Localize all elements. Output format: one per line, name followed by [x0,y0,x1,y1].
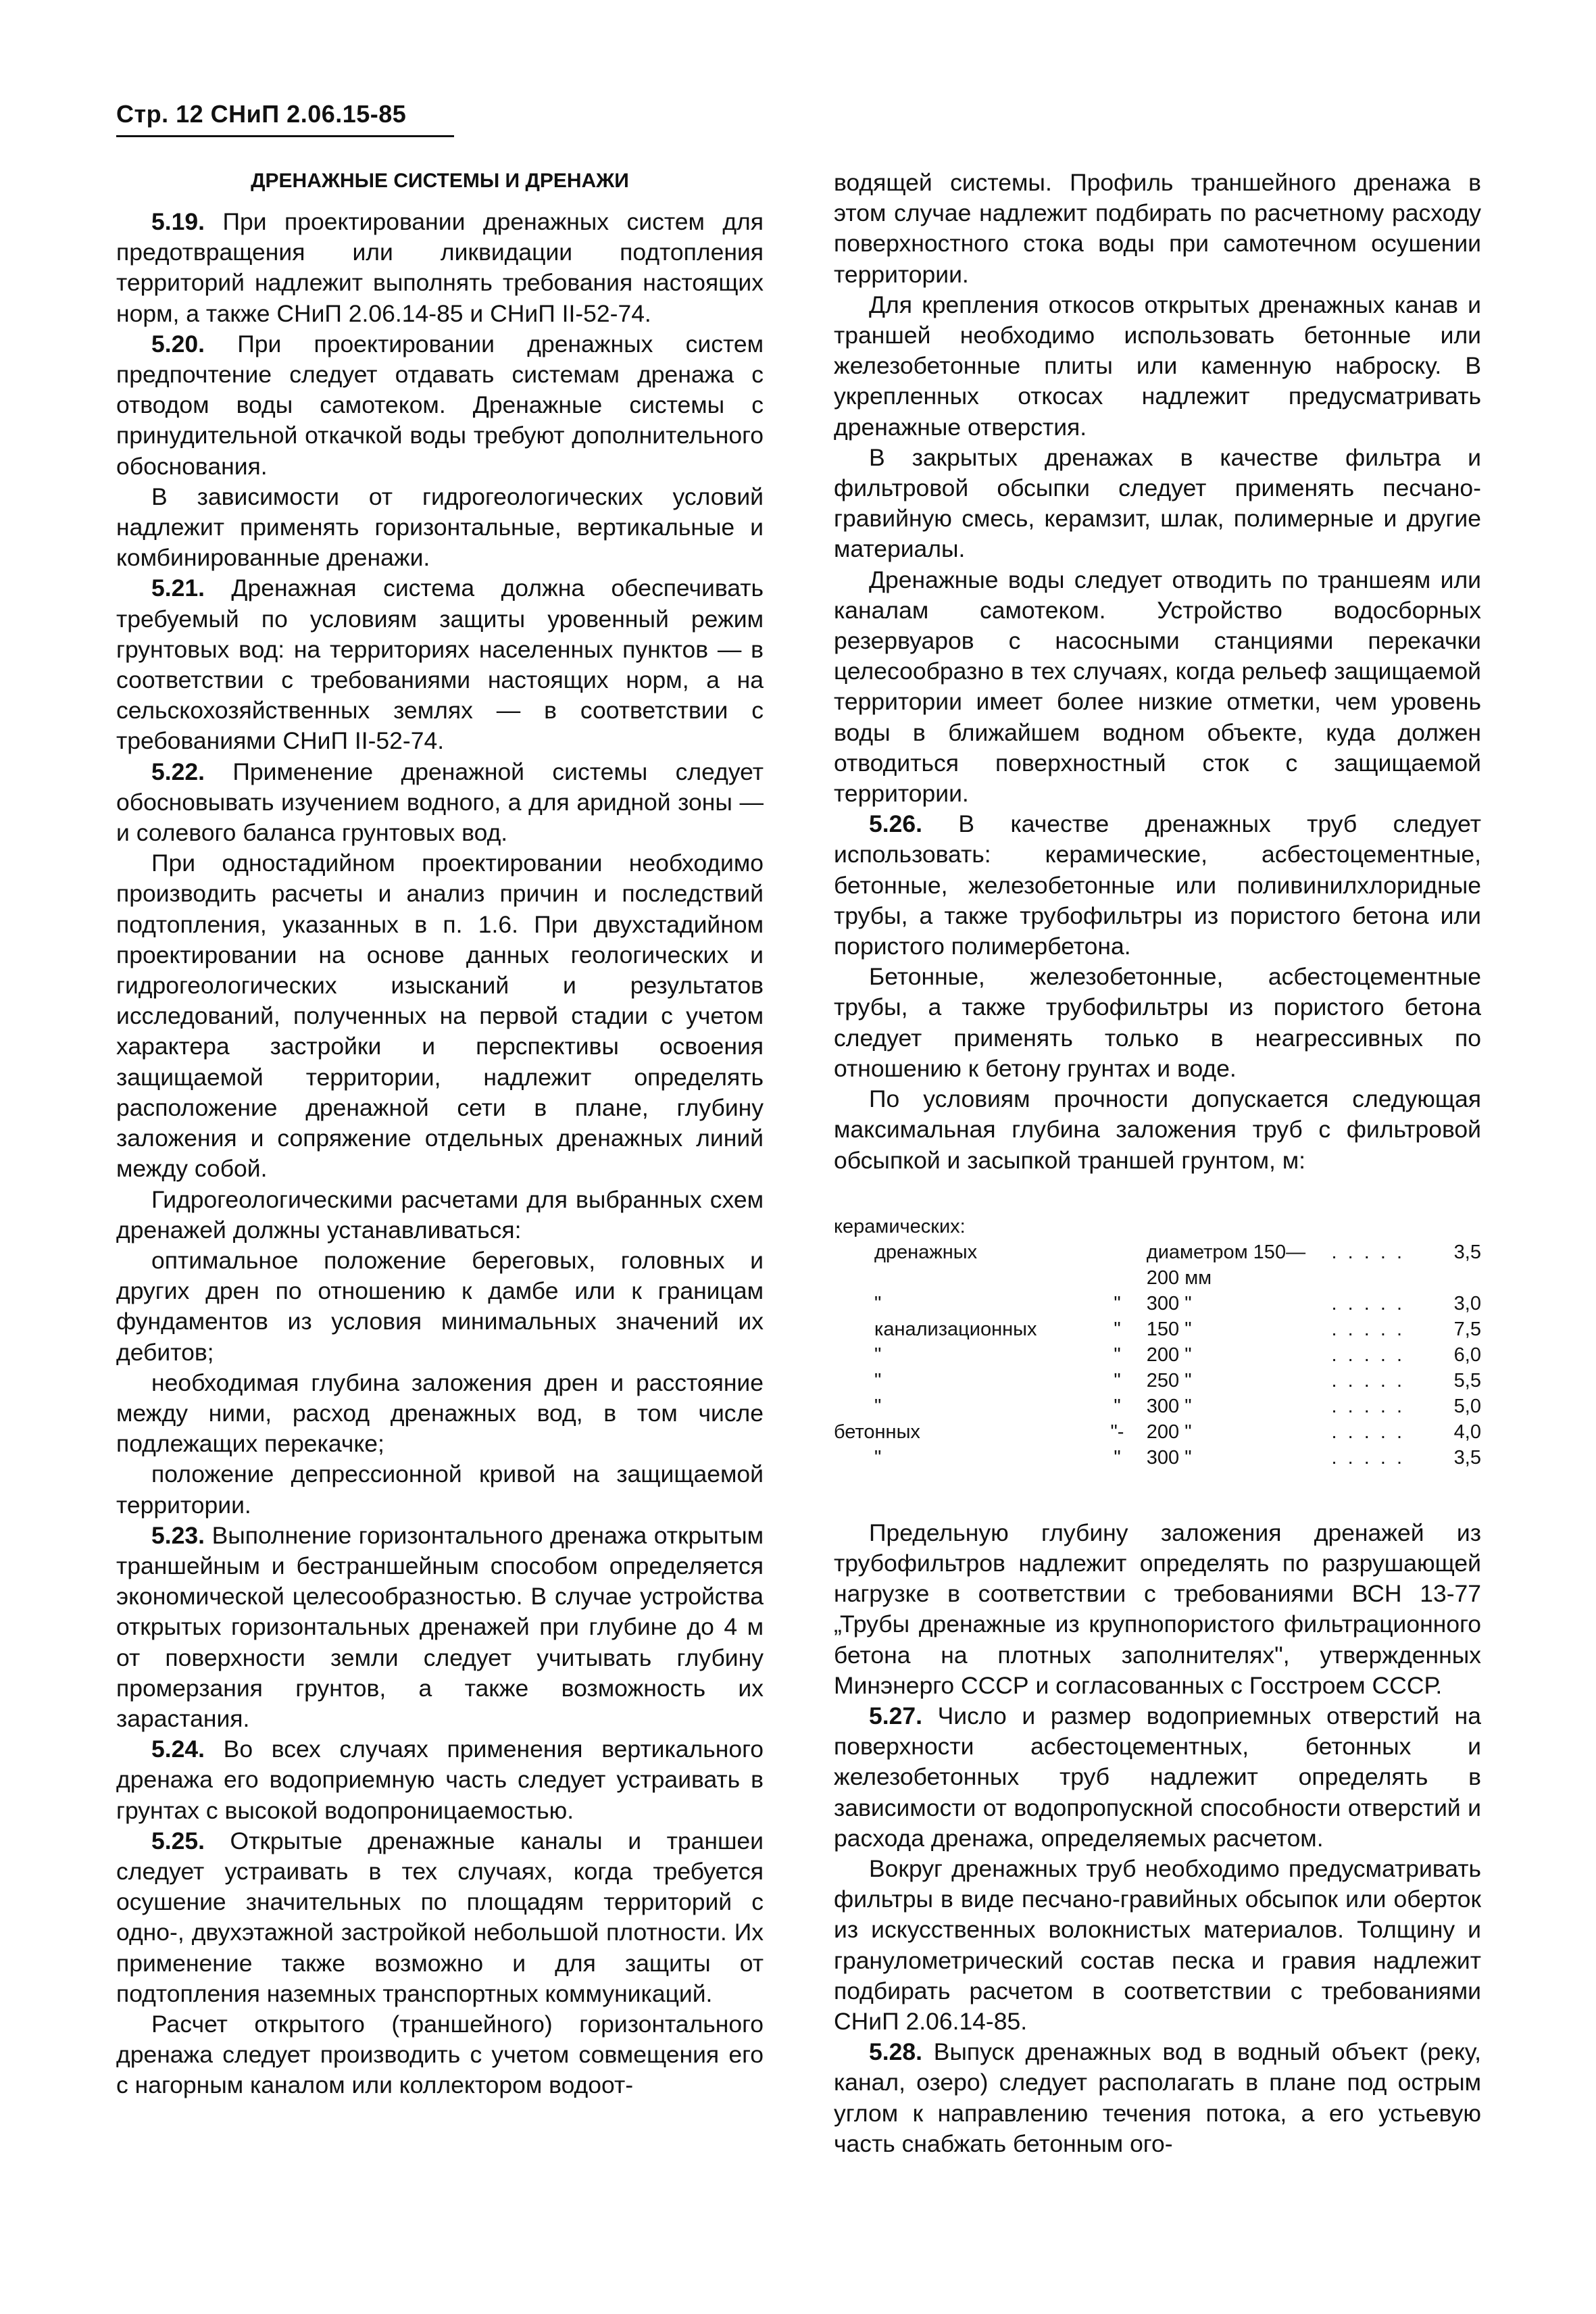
table-row [834,1419,1481,1445]
paragraph-text: Предельную глубину заложения дренажей из трубофильтров надлежит определять по разрушающей нагрузке в соответствии с требованиями ВСН 13-77 „Трубы дренажные из крупнопористого фильтрационного бетона на плотных заполнителях", утвержденных Минэнерго СССР и согласованных с Госстроем СССР. [834,1519,1481,1699]
paragraph-text: При проектировании дренажных систем предпочтение следует отдавать системам дренажа с отводом воды самотеком. Дренажные системы с принудительной откачкой воды требуют дополнительного обоснования. [116,330,764,480]
paragraph [834,1854,1481,2037]
paragraph [116,482,764,574]
leader-dots: . . . . . [1331,1241,1405,1263]
paragraph [834,1518,1481,1701]
paragraph-text: необходимая глубина заложения дрен и расстояние между ними, расход дренажных вод, в том числе подлежащих перекачке; [116,1369,764,1458]
right-paragraphs-top [834,168,1481,1176]
leader-dots: . . . . . [1331,1318,1405,1340]
pipe-type: " [874,1344,882,1366]
paragraph-text: Для крепления откосов открытых дренажных канав и траншей необходимо использовать бетонные или железобетонные плиты или каменную наброску. В укрепленных откосах надлежит предусматривать дренажные отверстия. [834,291,1481,441]
pipe-diameter: 150 " [1146,1318,1192,1340]
paragraph-text: В качестве дренажных труб следует использовать: керамические, асбестоцементные, бетонные, железобетонные или поливинилхлоридные трубы, а также трубофильтры из пористого бетона или пористого полимербетона. [834,810,1481,960]
table-row [834,1239,1481,1291]
paragraph-text: Бетонные, железобетонные, асбестоцементные трубы, а также трубофильтры из пористого бетона следует применять только в неагрессивных по отношению к бетону грунтах и воде. [834,963,1481,1082]
leader-dots: . . . . . [1331,1344,1405,1366]
header-rule [116,135,454,137]
ditto-mark: " [1114,1395,1121,1417]
pipe-diameter: 200 " [1146,1421,1192,1443]
ditto-mark: " [1114,1344,1121,1366]
paragraph [116,573,764,756]
paragraph [116,1734,764,1826]
paragraph [834,443,1481,565]
section-title: ДРЕНАЖНЫЕ СИСТЕМЫ И ДРЕНАЖИ [251,170,629,192]
paragraph-text: Число и размер водоприемных отверстий на поверхности асбестоцементных, бетонных и железобетонных труб надлежит определять в зависимости от водопропускной способности отверстий и расхода дренажа, определяемых расчетом. [834,1702,1481,1852]
ditto-mark: " [1114,1318,1121,1340]
max-depth: 3,5 [1453,1446,1481,1469]
paragraph [834,809,1481,962]
table-row [834,1394,1481,1419]
pipe-diameter: 300 " [1146,1395,1192,1417]
paragraph [834,962,1481,1084]
paragraph-text: В зависимости от гидрогеологических условий надлежит применять горизонтальные, вертикальные и комбинированные дренажи. [116,483,764,572]
paragraph [116,848,764,1184]
paragraph [116,1368,764,1460]
max-depth: 4,0 [1453,1421,1481,1443]
leader-dots: . . . . . [1331,1421,1405,1443]
ditto-mark: "- [1110,1421,1124,1443]
pipe-diameter: 250 " [1146,1369,1192,1392]
paragraph [116,1826,764,2009]
table-heading: керамических: [834,1215,966,1237]
pipe-depth-table [834,1214,1481,1471]
paragraph-text: Вокруг дренажных труб необходимо предусматривать фильтры в виде песчано-гравийных обсыпок или оберток из искусственных волокнистых материалов. Толщину и гранулометрический состав песка и гравия надлежит подбирать расчетом в соответствии с требованиями СНиП 2.06.14-85. [834,1854,1481,2035]
pipe-type: бетонных [834,1421,920,1443]
left-paragraphs [116,207,764,2101]
ditto-mark [1088,1239,1147,1291]
paragraph [834,290,1481,443]
pipe-diameter: 300 " [1146,1292,1192,1314]
paragraph-text: При одностадийном проектировании необходимо производить расчеты и анализ причин и последствий подтопления, указанных в п. 1.6. При двухстадийном проектировании на основе данных геологических и гидрогеологических изысканий и результатов исследований, полученных на первой стадии с учетом характера застройки и перспективы освоения защищаемой территории, надлежит определять расположение дренажной сети в плане, глубину заложения и сопряжение отдельных дренажных линий между собой. [116,850,764,1183]
table-row [834,1445,1481,1471]
ditto-mark: " [1114,1292,1121,1314]
clause-number: 5.21. [151,574,205,602]
paragraph-text: водящей системы. Профиль траншейного дренажа в этом случае надлежит подбирать по расчетному расходу поверхностного стока воды при самотечном осушении территории. [834,169,1481,288]
clause-number: 5.23. [151,1521,205,1549]
paragraph [116,1521,764,1734]
paragraph [834,1701,1481,1854]
ditto-mark: " [1114,1446,1121,1469]
clause-number: 5.26. [869,810,922,838]
paragraph-text: Гидрогеологическими расчетами для выбранных схем дренажей должны устанавливаться: [116,1185,764,1244]
paragraph [834,565,1481,810]
paragraph-text: Расчет открытого (траншейного) горизонтального дренажа следует производить с учетом совмещения его с нагорным каналом или коллектором водоот- [116,2010,764,2099]
leader-dots: . . . . . [1331,1446,1405,1469]
max-depth: 6,0 [1453,1344,1481,1366]
paragraph [116,1246,764,1368]
paragraph-text: Дренажные воды следует отводить по траншеям или каналам самотеком. Устройство водосборных резервуаров с насосными станциями перекачки целесообразно в тех случаях, когда рельеф защищаемой территории имеет более низкие отметки, чем уровень воды в ближайшем водном объекте, куда должен отводиться поверхностный сток с защищаемой территории. [834,566,1481,808]
pipe-type: " [874,1369,882,1392]
paragraph-text: Выполнение горизонтального дренажа открытым траншейным и бестраншейным способом определяется экономической целесообразностью. В случае устройства открытых горизонтальных дренажей при глубине до 4 м от поверхности земли следует учитывать глубину промерзания грунтов, а также возможность их зарастания. [116,1521,764,1732]
paragraph [116,329,764,482]
max-depth: 5,0 [1453,1395,1481,1417]
clause-number: 5.22. [151,758,205,785]
paragraph-text: положение депрессионной кривой на защищаемой территории. [116,1460,764,1519]
pipe-diameter: диаметром 150—200 мм [1146,1241,1306,1289]
paragraph [116,2009,764,2101]
table-row [834,1342,1481,1368]
pipe-type: " [874,1292,882,1314]
pipe-diameter: 300 " [1146,1446,1192,1469]
clause-number: 5.27. [869,1702,922,1729]
clause-number: 5.24. [151,1736,205,1763]
clause-number: 5.20. [151,330,205,358]
table-heading-row [834,1214,1481,1239]
paragraph [116,1459,764,1520]
paragraph-text: При проектировании дренажных систем для предотвращения или ликвидации подтопления территорий надлежит выполнять требования настоящих норм, а также СНиП 2.06.14-85 и СНиП II-52-74. [116,208,764,327]
paragraph [834,2037,1481,2159]
pipe-diameter: 200 " [1146,1344,1192,1366]
paragraph [116,1185,764,1246]
leader-dots: . . . . . [1331,1292,1405,1314]
page-header: Стр. 12 СНиП 2.06.15-85 [116,100,407,128]
pipe-type: " [874,1446,882,1469]
paragraph-text: Выпуск дренажных вод в водный объект (реку, канал, озеро) следует располагать в плане под острым углом к направлению течения потока, а его устьевую часть снабжать бетонным ого- [834,2038,1481,2157]
pipe-type: канализационных [874,1318,1037,1340]
max-depth: 3,5 [1453,1241,1481,1263]
right-column [834,168,1481,2159]
paragraph-text: Применение дренажной системы следует обосновывать изучением водного, а для аридной зоны — и солевого баланса грунтовых вод. [116,758,764,847]
paragraph-text: Дренажная система должна обеспечивать требуемый по условиям защиты уровенный режим грунтовых вод: на территориях населенных пунктов — в соответствии с требованиями настоящих норм, а на сельскохозяйственных землях — в соответствии с требованиями СНиП II-52-74. [116,574,764,755]
leader-dots: . . . . . [1331,1369,1405,1392]
table-row [834,1368,1481,1394]
leader-dots: . . . . . [1331,1395,1405,1417]
table-row [834,1291,1481,1316]
clause-number: 5.19. [151,208,205,235]
clause-number: 5.25. [151,1827,205,1854]
paragraph [116,207,764,329]
left-column [116,168,764,2101]
max-depth: 3,0 [1453,1292,1481,1314]
paragraph-text: оптимальное положение береговых, головных и других дрен по отношению к дамбе или к границам фундаментов из условия минимальных значений их дебитов; [116,1246,764,1366]
ditto-mark: " [1114,1369,1121,1392]
clause-number: 5.28. [869,2038,922,2066]
pipe-type: " [874,1395,882,1417]
paragraph [834,1084,1481,1176]
max-depth: 5,5 [1453,1369,1481,1392]
paragraph-text: Открытые дренажные каналы и траншеи следует устраивать в тех случаях, когда требуется осушение значительных по площадям территорий с одно-, двухэтажной застройкой небольшой плотности. Их применение также возможно и для защиты от подтопления наземных транспортных коммуникаций. [116,1827,764,2007]
pipe-type: дренажных [874,1241,978,1263]
max-depth: 7,5 [1453,1318,1481,1340]
paragraph-text: Во всех случаях применения вертикального дренажа его водоприемную часть следует устраивать в грунтах с высокой водопроницаемостью. [116,1736,764,1824]
paragraph [834,168,1481,290]
paragraph [116,757,764,849]
right-paragraphs-bottom [834,1518,1481,2159]
paragraph-text: В закрытых дренажах в качестве фильтра и фильтровой обсыпки следует применять песчано-гравийную смесь, керамзит, шлак, полимерные и другие материалы. [834,443,1481,563]
table-row [834,1316,1481,1342]
paragraph-text: По условиям прочности допускается следующая максимальная глубина заложения труб с фильтровой обсыпкой и засыпкой траншей грунтом, м: [834,1085,1481,1174]
